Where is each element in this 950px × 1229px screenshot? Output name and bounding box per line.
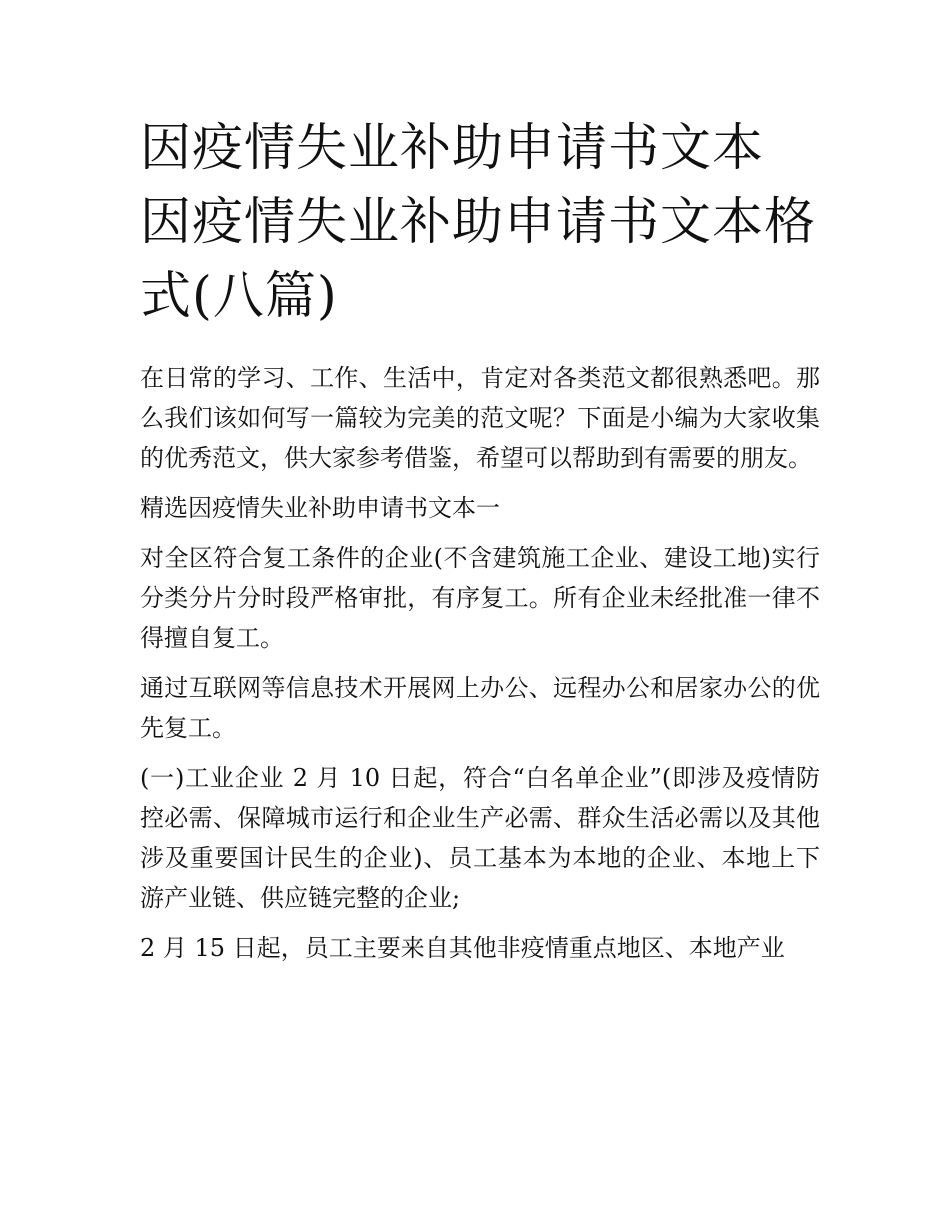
paragraph: 2 月 15 日起，员工主要来自其他非疫情重点地区、本地产业 xyxy=(140,934,785,962)
paragraph-intro: 在日常的学习、工作、生活中，肯定对各类范文都很熟悉吧。那么我们该如何写一篇较为完美的范文呢？下面是小编为大家收集的优秀范文，供大家参考借鉴，希望可以帮助到有需要的朋友。 xyxy=(140,364,820,472)
document-title: 因疫情失业补助申请书文本 因疫情失业补助申请书文本格式(八篇) xyxy=(140,119,817,326)
paragraph: 对全区符合复工条件的企业(不含建筑施工企业、建设工地)实行分类分片分时段严格审批，有序复工。所有企业未经批准一律不得擅自复工。 xyxy=(140,544,820,652)
paragraph: (一)工业企业 2 月 10 日起，符合“白名单企业”(即涉及疫情防控必需、保障城市运行和企业生产必需、群众生活必需以及其他涉及重要国计民生的企业)、员工基本为本地的企业、本地上下游产业链、供应链完整的企业; xyxy=(140,764,820,912)
section-heading: 精选因疫情失业补助申请书文本一 xyxy=(140,494,500,522)
document-body xyxy=(140,358,820,978)
paragraph: 通过互联网等信息技术开展网上办公、远程办公和居家办公的优先复工。 xyxy=(140,674,820,742)
